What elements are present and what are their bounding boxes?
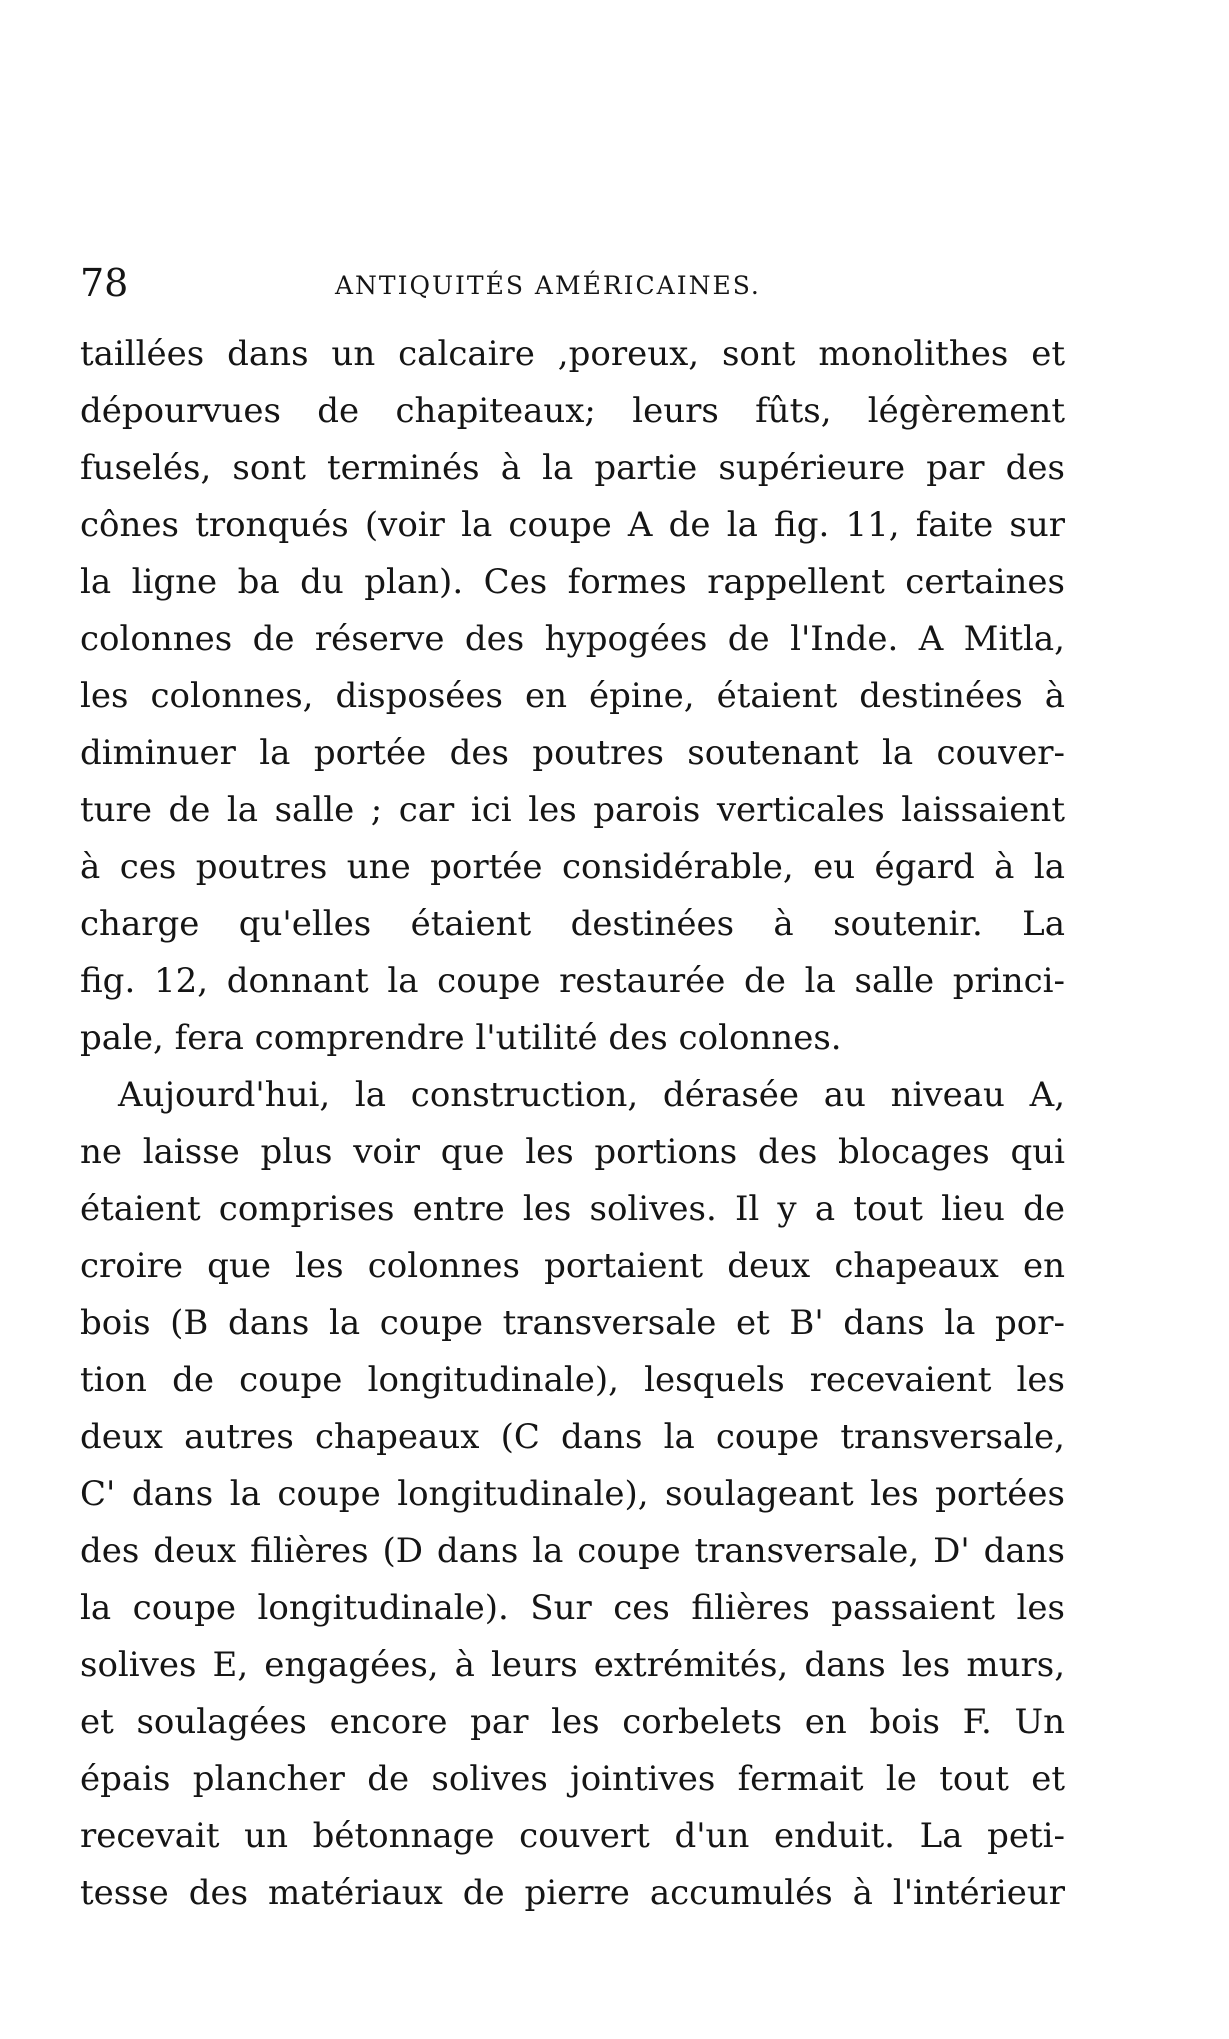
text-line: étaient comprises entre les solives. Il y a tout lieu de (80, 1189, 1065, 1229)
body-text (80, 326, 1065, 1922)
text-line: bois (B dans la coupe transversale et B' dans la por- (80, 1303, 1065, 1343)
text-line: croire que les colonnes portaient deux chapeaux en (80, 1246, 1065, 1286)
page-number: 78 (80, 261, 129, 305)
text-line: recevait un bétonnage couvert d'un enduit. La peti- (80, 1816, 1065, 1856)
text-line: la coupe longitudinale). Sur ces filières passaient les (80, 1588, 1065, 1628)
text-line: ture de la salle ; car ici les parois verticales laissaient (80, 790, 1065, 830)
text-line: ne laisse plus voir que les portions des blocages qui (80, 1132, 1065, 1172)
text-line: tesse des matériaux de pierre accumulés à l'intérieur (80, 1873, 1065, 1913)
text-line: charge qu'elles étaient destinées à soutenir. La (80, 904, 1065, 944)
text-line: des deux filières (D dans la coupe transversale, D' dans (80, 1531, 1065, 1571)
text-line: fig. 12, donnant la coupe restaurée de la salle princi- (80, 961, 1065, 1001)
text-line: dépourvues de chapiteaux; leurs fûts, légèrement (80, 391, 1065, 431)
text-line: solives E, engagées, à leurs extrémités, dans les murs, (80, 1645, 1065, 1685)
text-line: cônes tronqués (voir la coupe A de la fig. 11, faite sur (80, 505, 1065, 545)
text-line: diminuer la portée des poutres soutenant la couver- (80, 733, 1065, 773)
text-line: taillées dans un calcaire ,poreux, sont monolithes et (80, 334, 1065, 374)
text-line: à ces poutres une portée considérable, eu égard à la (80, 847, 1065, 887)
text-line: C' dans la coupe longitudinale), soulageant les portées (80, 1474, 1065, 1514)
text-line: épais plancher de solives jointives fermait le tout et (80, 1759, 1065, 1799)
text-line: fuselés, sont terminés à la partie supérieure par des (80, 448, 1065, 488)
page-header (80, 258, 1070, 308)
text-line: et soulagées encore par les corbelets en bois F. Un (80, 1702, 1065, 1742)
text-line: les colonnes, disposées en épine, étaient destinées à (80, 676, 1065, 716)
running-title: ANTIQUITÉS AMÉRICAINES. (335, 271, 761, 300)
text-line: deux autres chapeaux (C dans la coupe transversale, (80, 1417, 1065, 1457)
paragraph-first-line: Aujourd'hui, la construction, dérasée au niveau A, (118, 1075, 1065, 1115)
text-line: la ligne ba du plan). Ces formes rappellent certaines (80, 562, 1065, 602)
text-line: colonnes de réserve des hypogées de l'Inde. A Mitla, (80, 619, 1065, 659)
paragraph-last-line: pale, fera comprendre l'utilité des colonnes. (80, 1018, 842, 1058)
text-line: tion de coupe longitudinale), lesquels recevaient les (80, 1360, 1065, 1400)
